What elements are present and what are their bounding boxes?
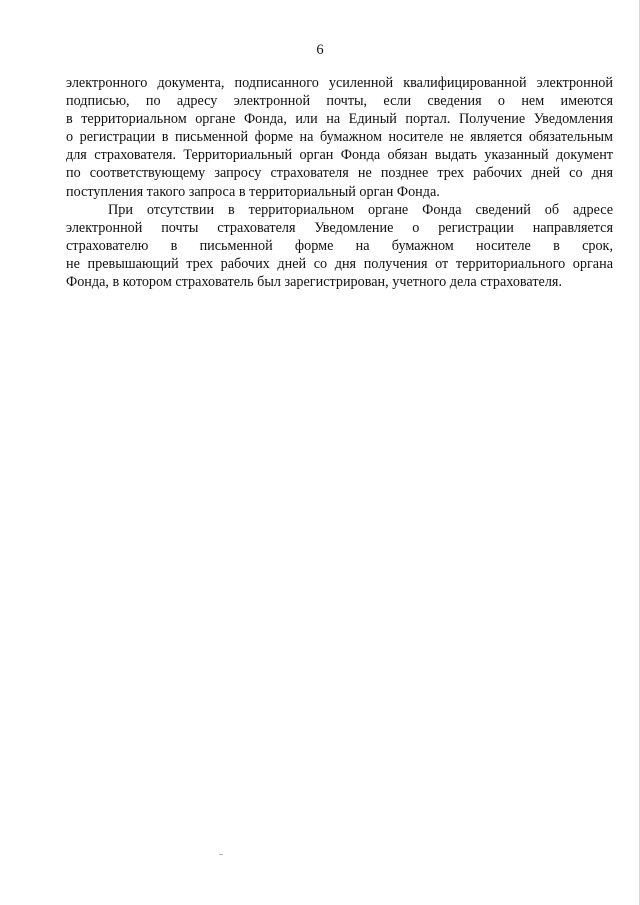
document-body bbox=[66, 74, 613, 291]
footer-mark: .. bbox=[219, 848, 223, 857]
text-line: подписью, по адресу электронной почты, если сведения о нем имеются bbox=[66, 93, 613, 110]
text-line: по соответствующему запросу страхователя не позднее трех рабочих дней со дня bbox=[66, 165, 613, 182]
paragraph-1 bbox=[66, 74, 613, 201]
text-line: Фонда, в котором страхователь был зарегистрирован, учетного дела страхователя. bbox=[66, 274, 562, 291]
text-line: для страхователя. Территориальный орган Фонда обязан выдать указанный документ bbox=[66, 147, 613, 164]
text-line: электронного документа, подписанного усиленной квалифицированной электронной bbox=[66, 75, 613, 91]
text-line: о регистрации в письменной форме на бумажном носителе не является обязательным bbox=[66, 129, 613, 146]
text-line: При отсутствии в территориальном органе Фонда сведений об адресе bbox=[108, 201, 613, 218]
text-line: не превышающий трех рабочих дней со дня получения от территориального органа bbox=[66, 255, 613, 272]
paragraph-2 bbox=[66, 201, 613, 291]
text-line: страхователю в письменной форме на бумажном носителе в срок, bbox=[66, 237, 613, 254]
text-line: в территориальном органе Фонда, или на Единый портал. Получение Уведомления bbox=[66, 111, 613, 128]
text-line: поступления такого запроса в территориальный орган Фонда. bbox=[66, 183, 440, 200]
text-line: электронной почты страхователя Уведомление о регистрации направляется bbox=[66, 219, 613, 236]
page-number: 6 bbox=[316, 42, 324, 58]
